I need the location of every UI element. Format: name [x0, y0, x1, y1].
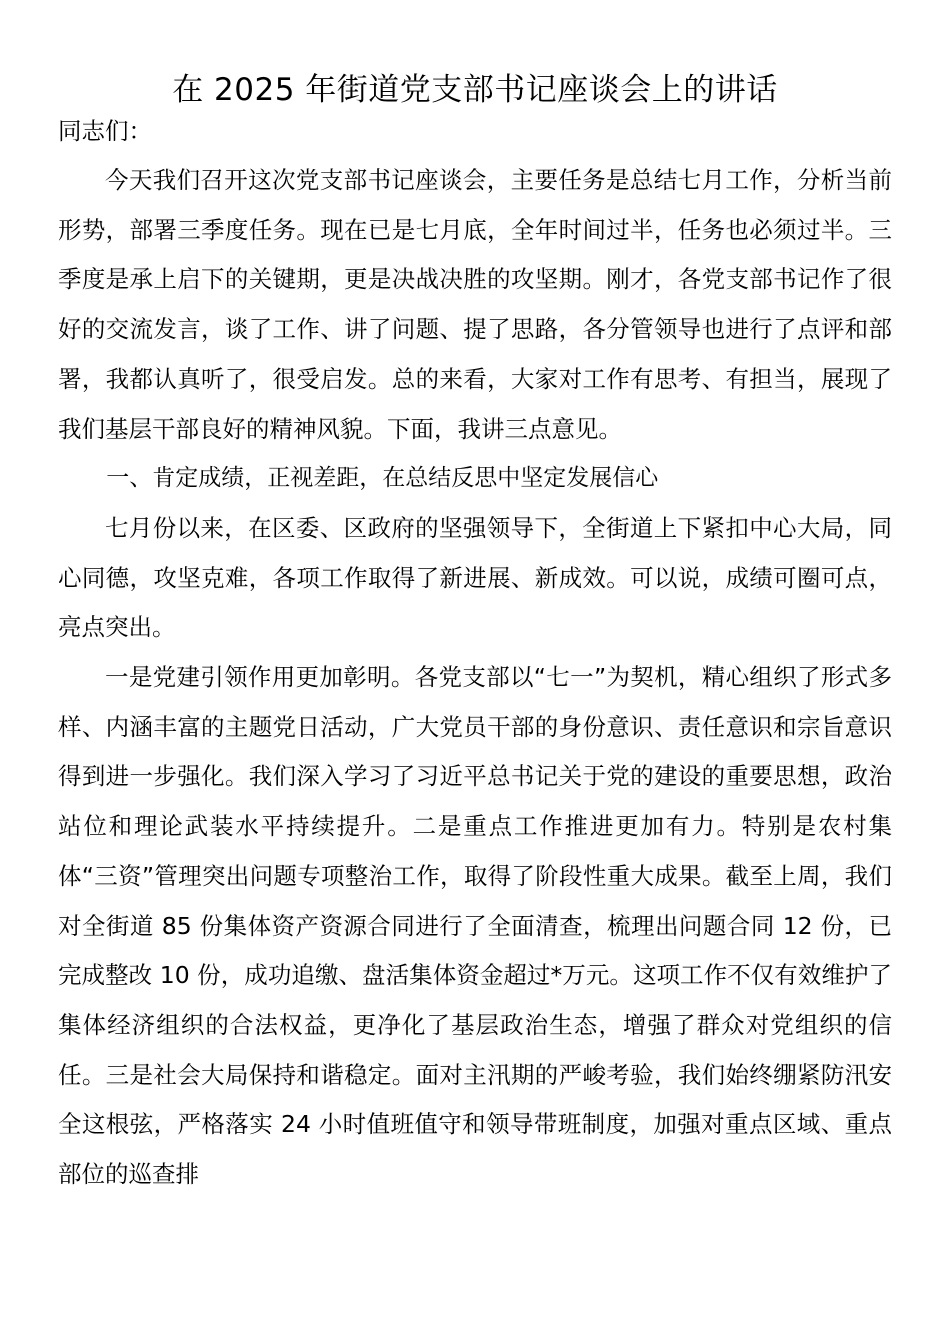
paragraph-achievements-intro: 七月份以来，在区委、区政府的坚强领导下，全街道上下紧扣中心大局，同心同德，攻坚克难，各项工作取得了新进展、新成效。可以说，成绩可圈可点，亮点突出。: [58, 513, 892, 642]
salutation: 同志们：: [58, 117, 152, 145]
section-heading-1: 一、肯定成绩，正视差距，在总结反思中坚定发展信心: [106, 465, 659, 492]
paragraph-opening: 今天我们召开这次党支部书记座谈会，主要任务是总结七月工作，分析当前形势，部署三季度任务。现在已是七月底，全年时间过半，任务也必须过半。三季度是承上启下的关键期，更是决战决胜的攻坚期。刚才，各党支部书记作了很好的交流发言，谈了工作、讲了问题、提了思路，各分管领导也进行了点评和部署，我都认真听了，很受启发。总的来看，大家对工作有思考、有担当，展现了我们基层干部良好的精神风貌。下面，我讲三点意见。: [58, 166, 892, 443]
document-page: [58, 66, 892, 1200]
document-title: 在 2025 年街道党支部书记座谈会上的讲话: [172, 72, 778, 108]
paragraph-achievements-detail: 一是党建引领作用更加彰明。各党支部以“七一”为契机，精心组织了形式多样、内涵丰富的主题党日活动，广大党员干部的身份意识、责任意识和宗旨意识得到进一步强化。我们深入学习了习近平总书记关于党的建设的重要思想，政治站位和理论武装水平持续提升。二是重点工作推进更加有力。特别是农村集体“三资”管理突出问题专项整治工作，取得了阶段性重大成果。截至上周，我们对全街道 85 份集体资产资源合同进行了全面清查，梳理出问题合同 12 份，已完成整改 10 份，成功追缴、盘活集体资金超过*万元。这项工作不仅有效维护了集体经济组织的合法权益，更净化了基层政治生态，增强了群众对党组织的信任。三是社会大局保持和谐稳定。面对主汛期的严峻考验，我们始终绷紧防汛安全这根弦，严格落实 24 小时值班值守和领导带班制度，加强对重点区域、重点部位的巡查排: [58, 663, 892, 1189]
